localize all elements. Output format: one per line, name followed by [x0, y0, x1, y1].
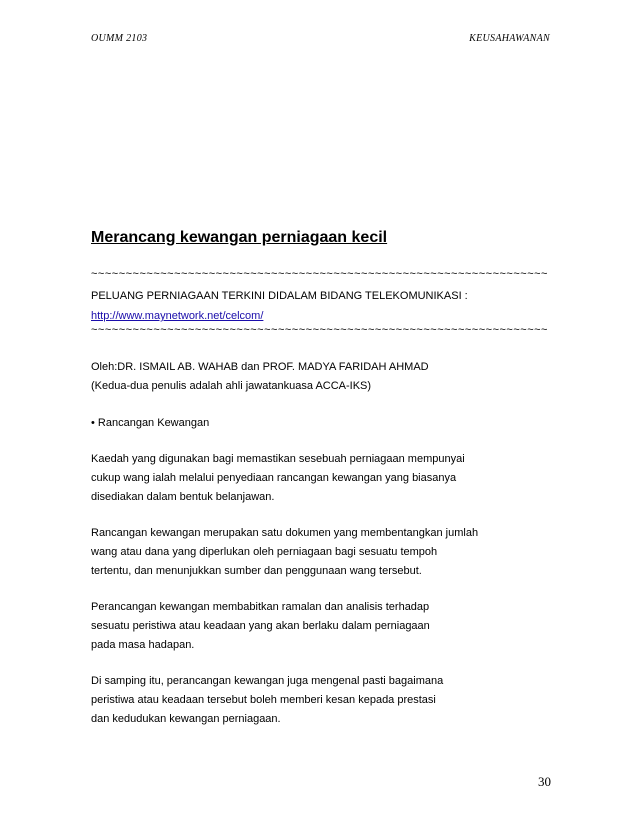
opportunity-line: PELUANG PERNIAGAAN TERKINI DIDALAM BIDANG TELEKOMUNIKASI :: [91, 290, 468, 302]
page-number: 30: [538, 774, 551, 789]
separator-bottom: ~~~~~~~~~~~~~~~~~~~~~~~~~~~~~~~~~~~~~~~~~~~~~~~~~~~~~~~~~~~~~~~~~~: [91, 324, 548, 336]
paragraph-line: Kaedah yang digunakan bagi memastikan sesebuah perniagaan mempunyai: [91, 453, 465, 465]
article-title: Merancang kewangan perniagaan kecil: [91, 229, 388, 246]
header-course-code: OUMM 2103: [91, 33, 148, 44]
authors-line: Oleh:DR. ISMAIL AB. WAHAB dan PROF. MADYA FARIDAH AHMAD: [91, 361, 429, 373]
paragraph-line: sesuatu peristiwa atau keadaan yang akan berlaku dalam perniagaan: [91, 620, 430, 632]
paragraph-line: cukup wang ialah melalui penyediaan rancangan kewangan yang biasanya: [91, 472, 457, 484]
celcom-link[interactable]: http://www.maynetwork.net/celcom/: [91, 310, 264, 322]
section-heading: • Rancangan Kewangan: [91, 417, 210, 429]
paragraph-line: peristiwa atau keadaan tersebut boleh memberi kesan kepada prestasi: [91, 694, 436, 706]
separator-top: ~~~~~~~~~~~~~~~~~~~~~~~~~~~~~~~~~~~~~~~~~~~~~~~~~~~~~~~~~~~~~~~~~~: [91, 268, 548, 280]
paragraph-line: Di samping itu, perancangan kewangan juga mengenal pasti bagaimana: [91, 675, 444, 687]
paragraph-line: Rancangan kewangan merupakan satu dokumen yang membentangkan jumlah: [91, 527, 479, 539]
header-course-title: KEUSAHAWANAN: [469, 33, 550, 44]
authors-note: (Kedua-dua penulis adalah ahli jawatankuasa ACCA-IKS): [91, 380, 372, 392]
paragraph-line: Perancangan kewangan membabitkan ramalan dan analisis terhadap: [91, 601, 430, 613]
paragraph-line: pada masa hadapan.: [91, 639, 195, 651]
paragraph-line: dan kedudukan kewangan perniagaan.: [91, 713, 281, 725]
paragraph-line: tertentu, dan menunjukkan sumber dan penggunaan wang tersebut.: [91, 565, 422, 577]
paragraph-line: disediakan dalam bentuk belanjawan.: [91, 491, 275, 503]
paragraph-line: wang atau dana yang diperlukan oleh perniagaan bagi sesuatu tempoh: [91, 546, 438, 558]
